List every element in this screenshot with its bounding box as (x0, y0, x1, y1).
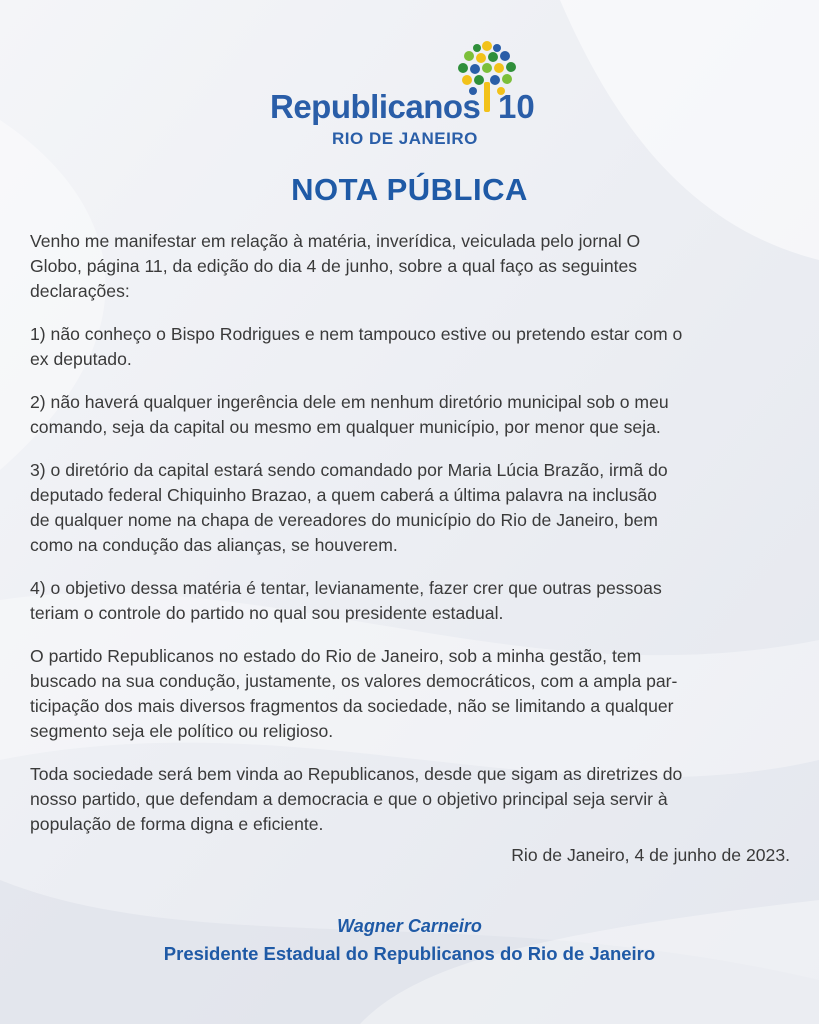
party-name: Republicanos (270, 88, 481, 125)
signature-name: Wagner Carneiro (337, 916, 482, 936)
paragraph-item-2: 2) não haverá qualquer ingerência dele em nenhum diretório municipal sob o meu comando, seja da capital ou mesmo em qualquer município, por menor que seja. (30, 392, 669, 437)
party-logo (270, 36, 550, 156)
party-number: 10 (498, 88, 535, 125)
paragraph-item-1: 1) não conheço o Bispo Rodrigues e nem tampouco estive ou pretendo estar com o ex deputado. (30, 324, 683, 369)
paragraph-item-4: 4) o objetivo dessa matéria é tentar, levianamente, fazer crer que outras pessoas teriam o controle do partido no qual sou presidente estadual. (30, 578, 662, 623)
paragraph-closing: Toda sociedade será bem vinda ao Republicanos, desde que sigam as diretrizes do nosso partido, que defendam a democracia e que o objetivo principal seja servir à população de forma digna e eficiente. (30, 764, 683, 834)
dateline: Rio de Janeiro, 4 de junho de 2023. (511, 845, 790, 865)
paragraph-party: O partido Republicanos no estado do Rio de Janeiro, sob a minha gestão, tem buscado na sua condução, justamente, os valores democráticos, com a ampla par- ticipação dos mais diversos fragmentos da sociedade, não se limitando a qualquer segmento seja ele político ou religioso. (30, 646, 678, 741)
paragraph-item-3: 3) o diretório da capital estará sendo comandado por Maria Lúcia Brazão, irmã do deputado federal Chiquinho Brazao, a quem caberá a última palavra na inclusão de qualquer nome na chapa de vereadores do município do Rio de Janeiro, bem como na condução das alianças, se houverem. (30, 460, 668, 555)
page-title: NOTA PÚBLICA (291, 172, 528, 207)
signature-role: Presidente Estadual do Republicanos do Rio de Janeiro (163, 943, 656, 964)
party-region: RIO DE JANEIRO (332, 129, 478, 148)
note-body (30, 229, 800, 855)
paragraph-intro: Venho me manifestar em relação à matéria, inverídica, veiculada pelo jornal O Globo, página 11, da edição do dia 4 de junho, sobre a qual faço as seguintes declarações: (30, 231, 641, 301)
